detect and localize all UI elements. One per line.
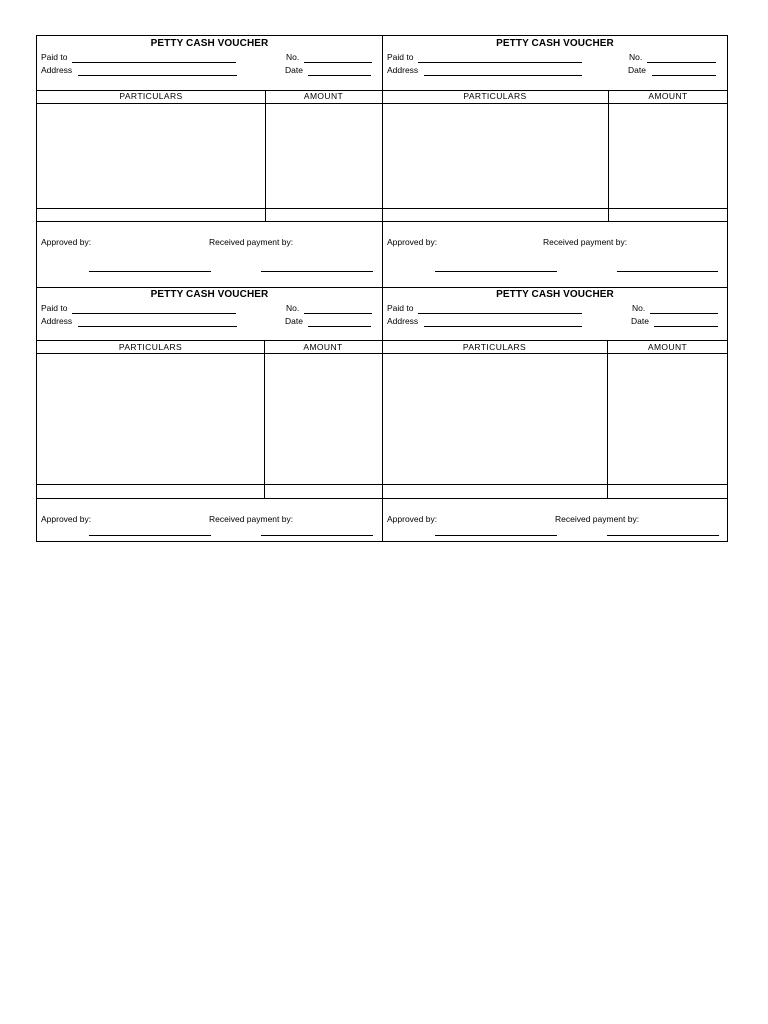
address-field[interactable] bbox=[78, 75, 237, 76]
paid-to-label: Paid to bbox=[387, 303, 414, 313]
received-payment-label: Received payment by: bbox=[209, 514, 294, 524]
voucher-top-left bbox=[37, 36, 382, 287]
no-label: No. bbox=[286, 303, 300, 313]
date-field[interactable] bbox=[308, 326, 371, 327]
address-field[interactable] bbox=[78, 326, 237, 327]
voucher-bottom-right bbox=[382, 287, 728, 542]
voucher-top-right bbox=[382, 36, 728, 287]
paid-to-field[interactable] bbox=[72, 62, 236, 63]
date-label: Date bbox=[285, 65, 303, 75]
no-field[interactable] bbox=[647, 62, 716, 63]
amount-header: AMOUNT bbox=[303, 91, 344, 101]
received-signature-line[interactable] bbox=[607, 535, 719, 536]
voucher-title: PETTY CASH VOUCHER bbox=[150, 38, 269, 49]
approved-signature-line[interactable] bbox=[435, 271, 557, 272]
received-signature-line[interactable] bbox=[261, 535, 373, 536]
approved-by-label: Approved by: bbox=[41, 514, 92, 524]
voucher-title: PETTY CASH VOUCHER bbox=[150, 289, 269, 300]
received-payment-label: Received payment by: bbox=[543, 237, 628, 247]
paid-to-field[interactable] bbox=[72, 313, 236, 314]
date-label: Date bbox=[628, 65, 646, 75]
voucher-title: PETTY CASH VOUCHER bbox=[496, 38, 614, 49]
received-signature-line[interactable] bbox=[261, 271, 373, 272]
address-label: Address bbox=[387, 316, 419, 326]
no-field[interactable] bbox=[304, 313, 372, 314]
voucher-title: PETTY CASH VOUCHER bbox=[496, 289, 614, 300]
address-label: Address bbox=[41, 65, 73, 75]
no-label: No. bbox=[286, 52, 300, 62]
date-field[interactable] bbox=[654, 326, 718, 327]
paid-to-field[interactable] bbox=[418, 62, 582, 63]
particulars-header: PARTICULARS bbox=[118, 342, 183, 352]
address-label: Address bbox=[387, 65, 419, 75]
approved-signature-line[interactable] bbox=[89, 271, 211, 272]
address-field[interactable] bbox=[424, 75, 582, 76]
paid-to-label: Paid to bbox=[41, 303, 68, 313]
no-field[interactable] bbox=[650, 313, 718, 314]
date-field[interactable] bbox=[652, 75, 716, 76]
amount-header: AMOUNT bbox=[648, 91, 688, 101]
particulars-header: PARTICULARS bbox=[119, 91, 183, 101]
address-field[interactable] bbox=[424, 326, 582, 327]
amount-header: AMOUNT bbox=[303, 342, 343, 352]
date-label: Date bbox=[285, 316, 303, 326]
no-label: No. bbox=[632, 303, 646, 313]
approved-by-label: Approved by: bbox=[387, 237, 438, 247]
voucher-bottom-left bbox=[37, 287, 382, 542]
paid-to-field[interactable] bbox=[418, 313, 582, 314]
paid-to-label: Paid to bbox=[387, 52, 414, 62]
particulars-header: PARTICULARS bbox=[462, 342, 527, 352]
no-field[interactable] bbox=[304, 62, 372, 63]
received-payment-label: Received payment by: bbox=[209, 237, 294, 247]
date-label: Date bbox=[631, 316, 649, 326]
received-payment-label: Received payment by: bbox=[555, 514, 640, 524]
amount-header: AMOUNT bbox=[647, 342, 688, 352]
no-label: No. bbox=[629, 52, 643, 62]
voucher-sheet bbox=[36, 35, 728, 542]
address-label: Address bbox=[41, 316, 73, 326]
particulars-header: PARTICULARS bbox=[463, 91, 527, 101]
approved-by-label: Approved by: bbox=[387, 514, 438, 524]
approved-by-label: Approved by: bbox=[41, 237, 92, 247]
approved-signature-line[interactable] bbox=[89, 535, 211, 536]
received-signature-line[interactable] bbox=[617, 271, 718, 272]
paid-to-label: Paid to bbox=[41, 52, 68, 62]
approved-signature-line[interactable] bbox=[435, 535, 557, 536]
date-field[interactable] bbox=[308, 75, 371, 76]
